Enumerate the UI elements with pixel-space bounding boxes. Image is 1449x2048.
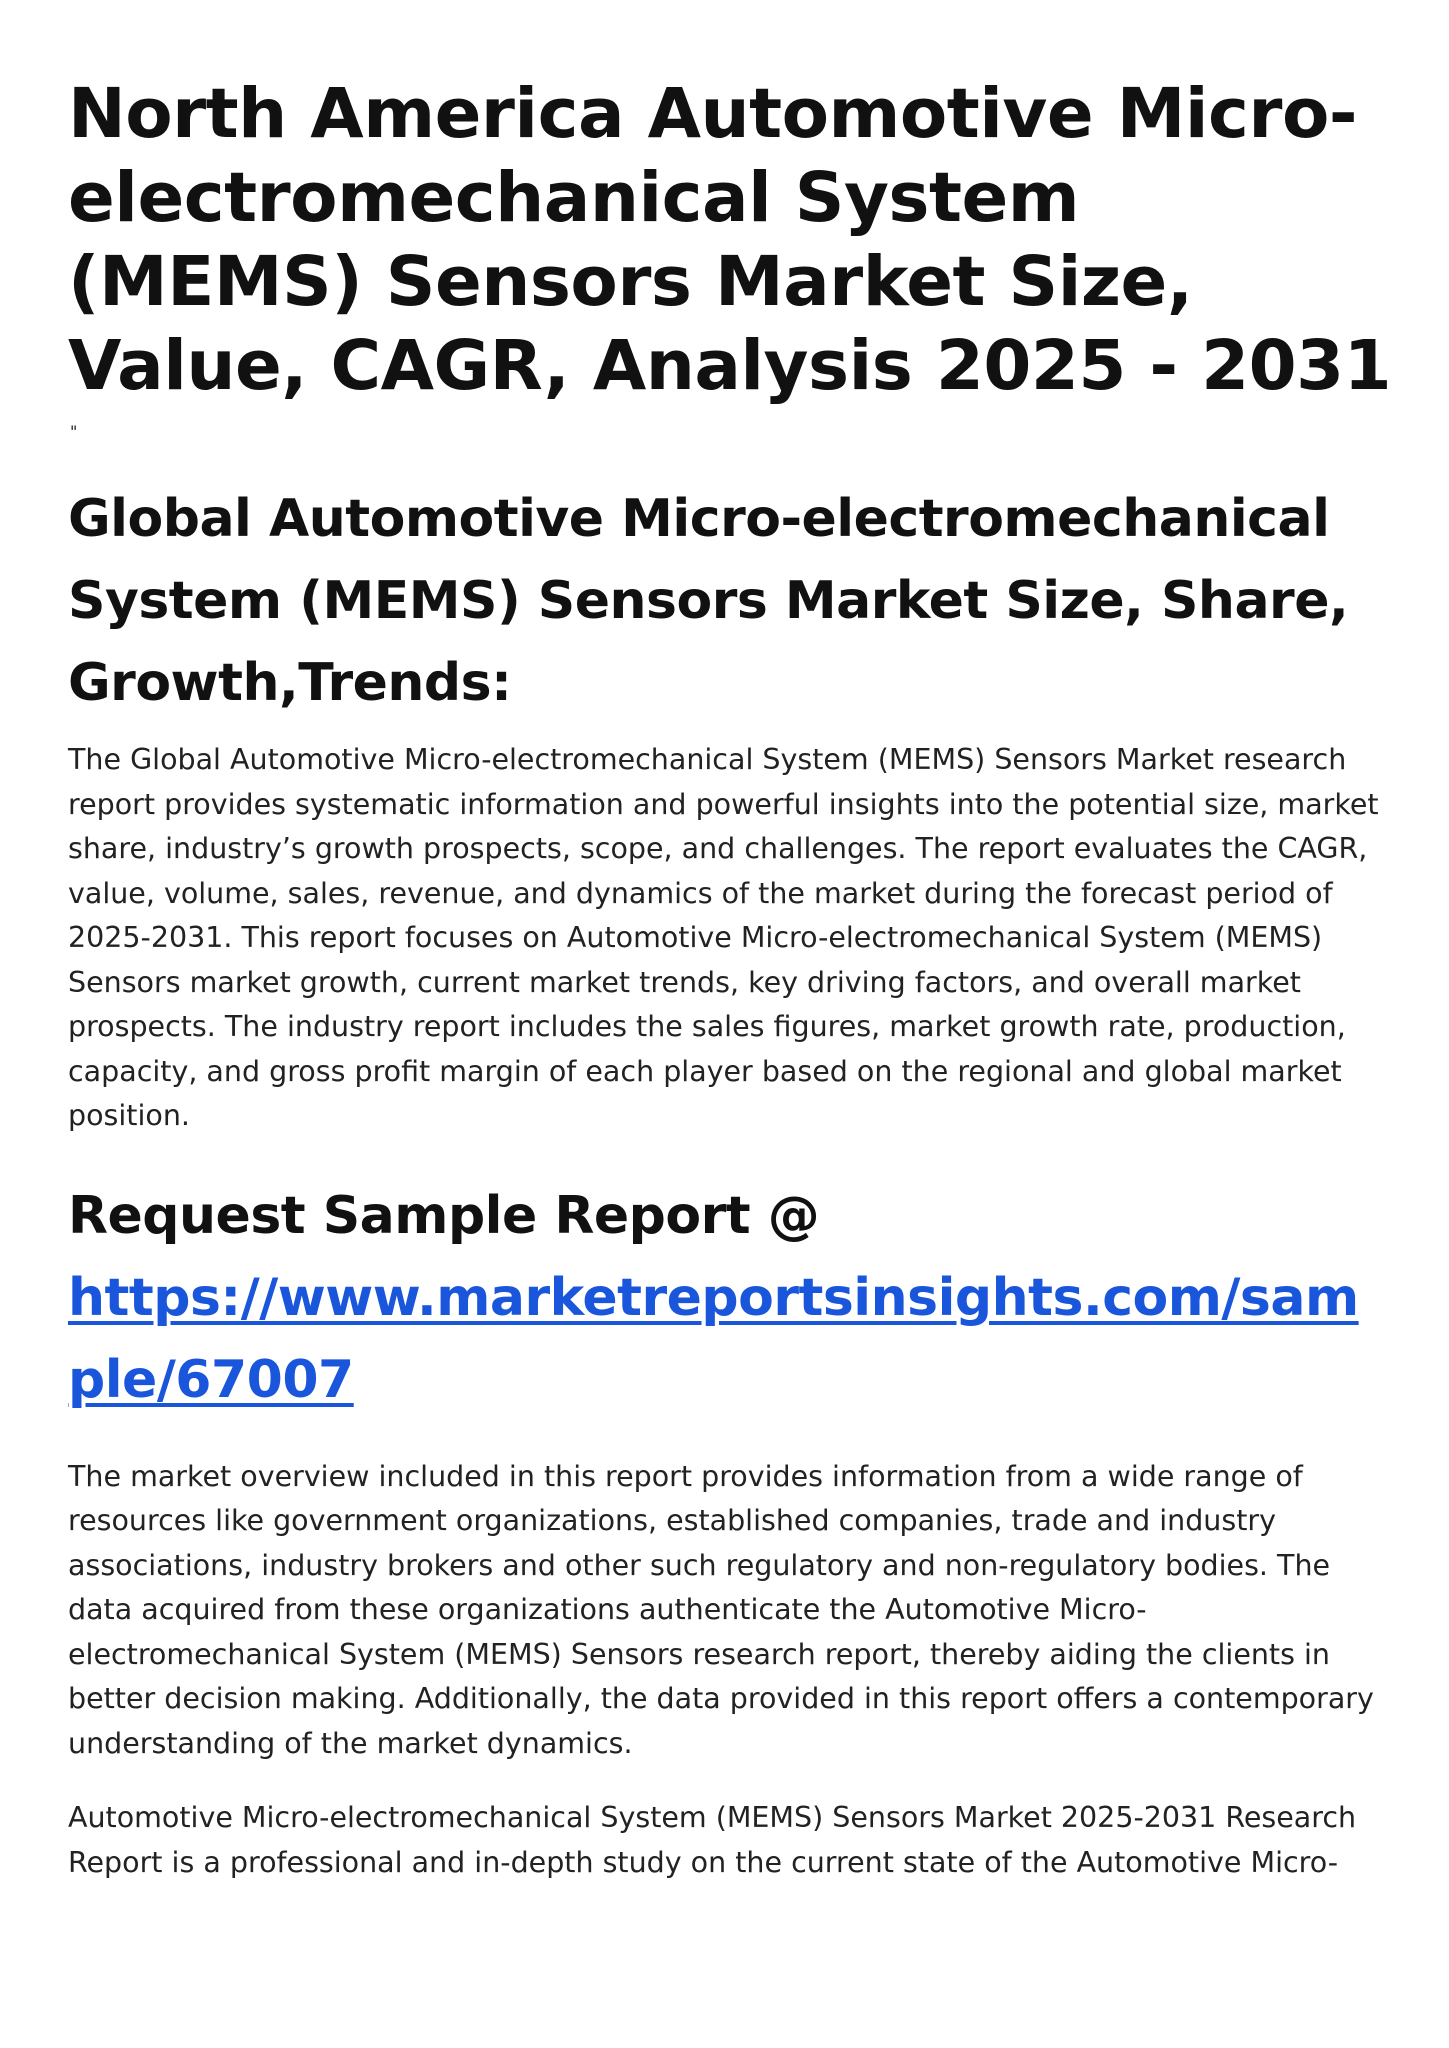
sample-request-heading — [68, 1175, 1393, 1421]
stray-quote-mark: " — [70, 422, 78, 441]
report-summary-paragraph: Automotive Micro-electromechanical System (MEMS) Sensors Market 2025-2031 Research Report is a professional and in-depth study on the current state of the Automotive Micro- — [68, 1801, 1357, 1879]
section-heading: Global Automotive Micro-electromechanical System (MEMS) Sensors Market Size, Share, Growth,Trends: — [68, 489, 1349, 713]
sample-report-link[interactable]: https://www.marketreportsinsights.com/sample/67007 — [68, 1267, 1359, 1410]
intro-paragraph: The Global Automotive Micro-electromechanical System (MEMS) Sensors Market research report provides systematic information and powerful insights into the potential size, market share, industry’s growth prospects, scope, and challenges. The report evaluates the CAGR, value, volume, sales, revenue, and dynamics of the market during the forecast period of 2025-2031. This report focuses on Automotive Micro-electromechanical System (MEMS) Sensors market growth, current market trends, key driving factors, and overall market prospects. The industry report includes the sales figures, market growth rate, production, capacity, and gross profit margin of each player based on the regional and global market position. — [68, 743, 1379, 1132]
document-title: North America Automotive Micro-electromechanical System (MEMS) Sensors Market Size, Value, CAGR, Analysis 2025 - 2031 — [68, 74, 1392, 406]
sample-request-label: Request Sample Report @ — [68, 1185, 820, 1246]
overview-paragraph: The market overview included in this report provides information from a wide range of resources like government organizations, established companies, trade and industry associations, industry brokers and other such regulatory and non-regulatory bodies. The data acquired from these organizations authenticate the Automotive Micro-electromechanical System (MEMS) Sensors research report, thereby aiding the clients in better decision making. Additionally, the data provided in this report offers a contemporary understanding of the market dynamics. — [68, 1459, 1374, 1760]
